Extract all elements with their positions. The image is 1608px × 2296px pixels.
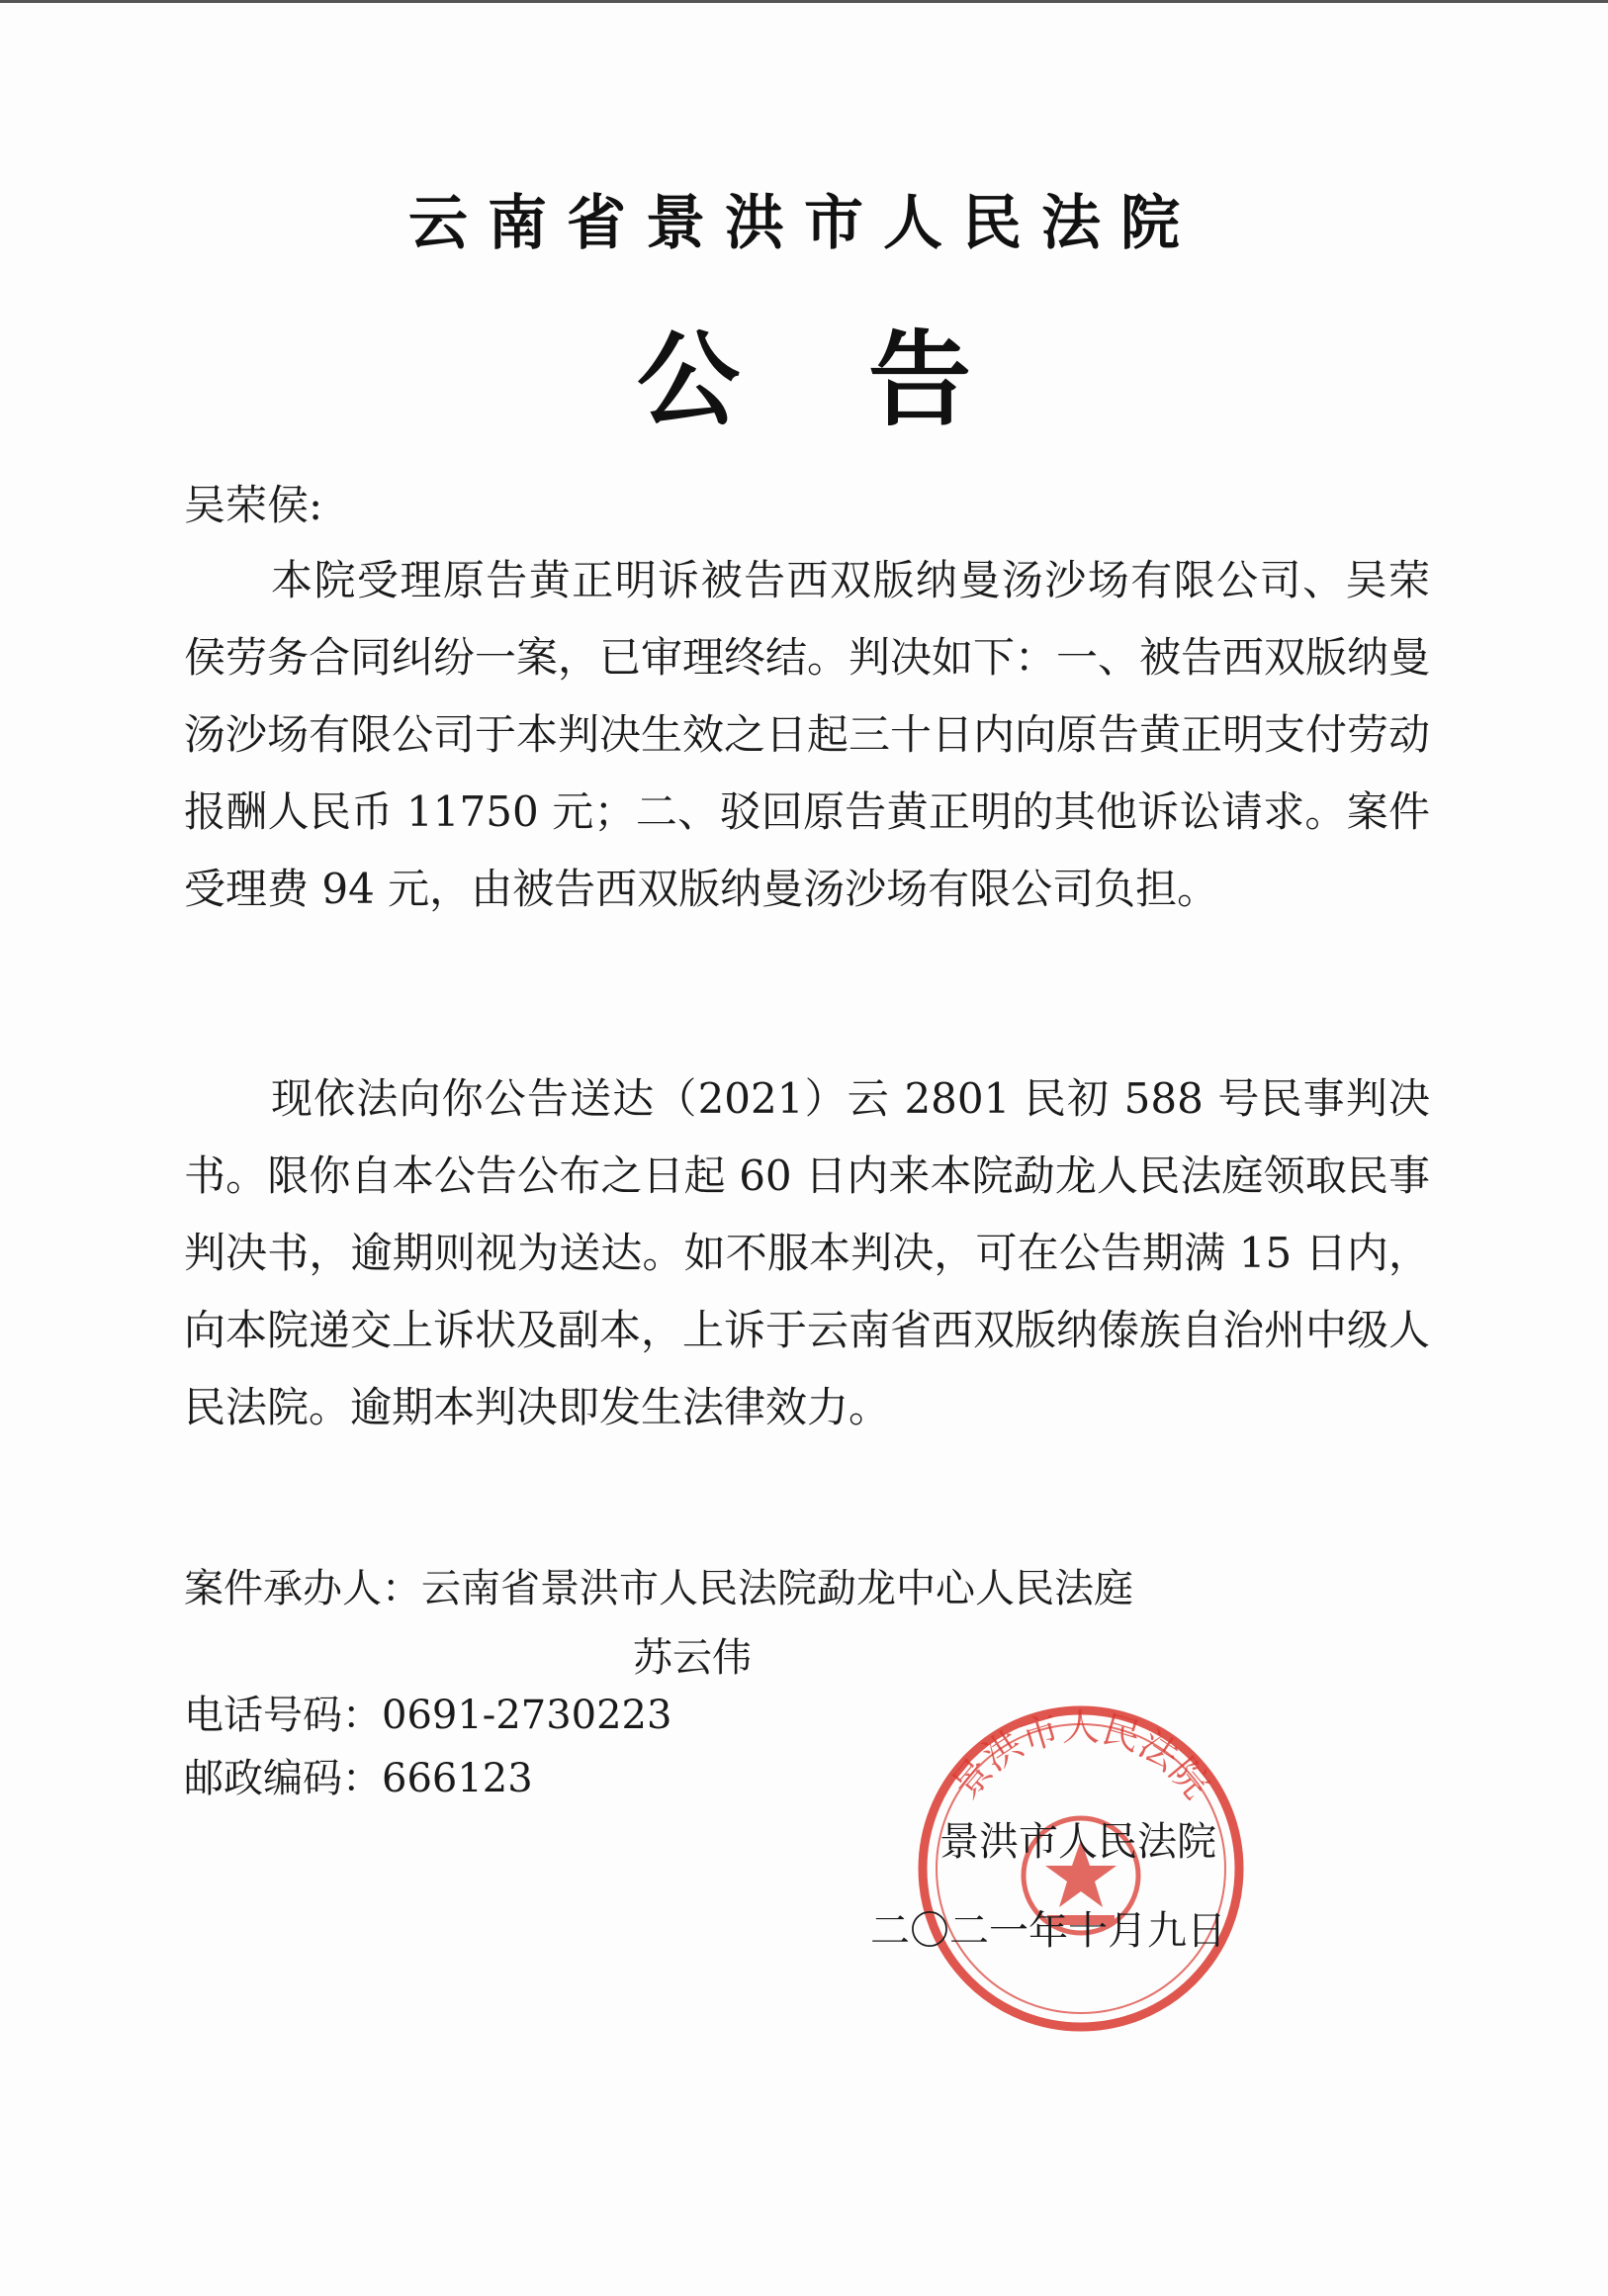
phone-label: 电话号码： bbox=[184, 1693, 382, 1738]
postal-label: 邮政编码： bbox=[184, 1756, 382, 1801]
handler-label: 案件承办人： bbox=[184, 1566, 421, 1611]
court-seal-stamp bbox=[908, 1696, 1254, 2042]
phone-number: 0691-2730223 bbox=[382, 1693, 672, 1738]
scan-edge-rule bbox=[0, 0, 1608, 3]
signing-court: 景洪市人民法院 bbox=[939, 1819, 1216, 1865]
court-name-heading: 云南省景洪市人民法院 bbox=[408, 189, 1200, 258]
seal-outer-text: 景洪市人民法院 bbox=[942, 1704, 1219, 1807]
signing-date: 二〇二一年十月九日 bbox=[870, 1908, 1226, 1954]
postal-code: 666123 bbox=[382, 1756, 533, 1801]
svg-text:景洪市人民法院 bbox=[943, 1705, 1218, 1806]
title-char-1: 公 bbox=[636, 320, 740, 440]
postal-line bbox=[184, 1751, 533, 1806]
addressee: 吴荣侯: bbox=[184, 481, 323, 529]
judgment-paragraph: 本院受理原告黄正明诉被告西双版纳曼汤沙场有限公司、吴荣侯劳务合同纠纷一案，已审理终结。判决如下：一、被告西双版纳曼汤沙场有限公司于本判决生效之日起三十日内向原告黄正明支付劳动报酬人民币 11750 元；二、驳回原告黄正明的其他诉讼请求。案件受理费 94 元，由被告西双版纳曼汤沙场有限公司负担。 bbox=[184, 556, 1431, 913]
title-char-2: 告 bbox=[868, 320, 972, 440]
phone-line bbox=[184, 1688, 671, 1743]
case-handler-line bbox=[184, 1561, 1133, 1616]
announcement-title bbox=[0, 297, 1608, 445]
handler-org: 云南省景洪市人民法院勐龙中心人民法庭 bbox=[421, 1566, 1133, 1611]
handler-name: 苏云伟 bbox=[633, 1635, 752, 1681]
service-notice-paragraph: 现依法向你公告送达（2021）云 2801 民初 588 号民事判决书。限你自本公告公布之日起 60 日内来本院勐龙人民法庭领取民事判决书，逾期则视为送达。如不服本判决，可在公告期满 15 日内，向本院递交上诉状及副本，上诉于云南省西双版纳傣族自治州中级人民法院。逾期本判决即发生法律效力。 bbox=[184, 1074, 1431, 1431]
